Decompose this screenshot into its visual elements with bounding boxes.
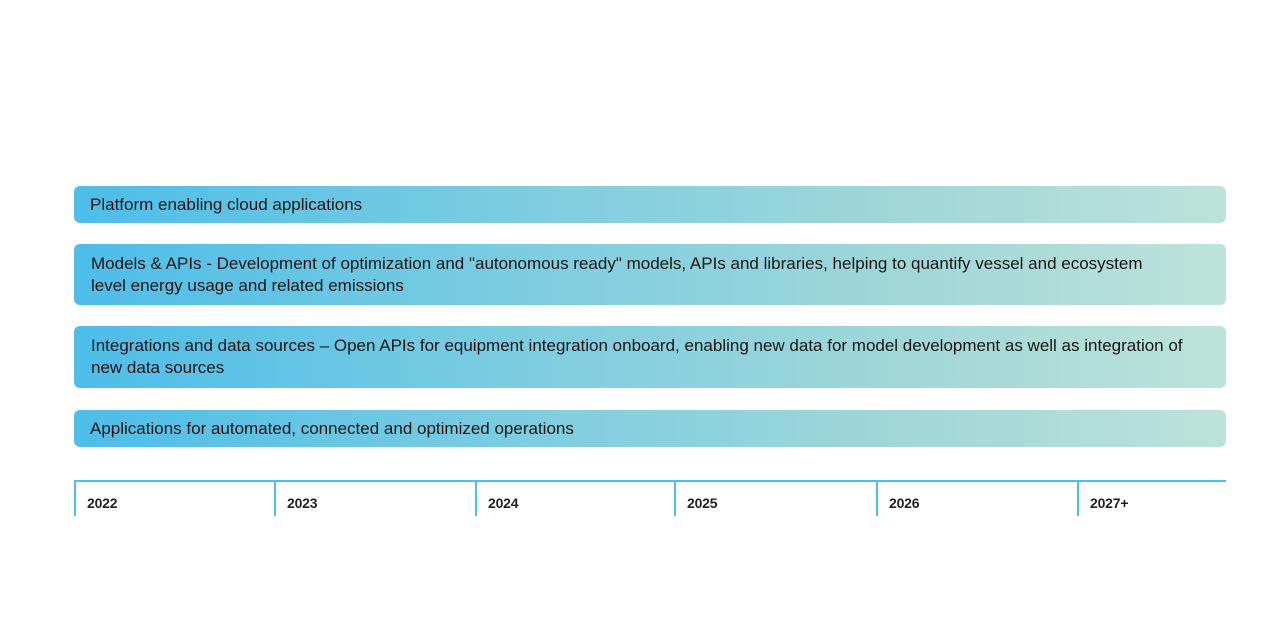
- timeline-year-2022: 2022: [74, 482, 117, 516]
- roadmap-bar-models-apis: [74, 244, 1226, 305]
- timeline-year-2026: 2026: [876, 482, 919, 516]
- timeline-year-2023: 2023: [274, 482, 317, 516]
- timeline-year-2025: 2025: [674, 482, 717, 516]
- roadmap-diagram: [74, 186, 1226, 516]
- roadmap-bar-platform: [74, 186, 1226, 223]
- roadmap-bar-label: Applications for automated, connected and optimized operations: [90, 418, 574, 438]
- timeline-axis: [74, 480, 1226, 516]
- roadmap-bar-label: Platform enabling cloud applications: [90, 194, 363, 214]
- roadmap-bar-integrations: [74, 326, 1226, 388]
- timeline-year-2024: 2024: [475, 482, 518, 516]
- roadmap-bar-applications: [74, 410, 1226, 447]
- timeline-year-2027-plus: 2027+: [1077, 482, 1128, 516]
- roadmap-bar-label: Models & APIs - Development of optimization and "autonomous ready" models, APIs and libraries, helping to quantify vessel and ecosystem level energy usage and related emissions: [91, 253, 1143, 295]
- roadmap-bar-label: Integrations and data sources – Open APIs for equipment integration onboard, enabling new data for model development as well as integration of new data sources: [91, 336, 1183, 377]
